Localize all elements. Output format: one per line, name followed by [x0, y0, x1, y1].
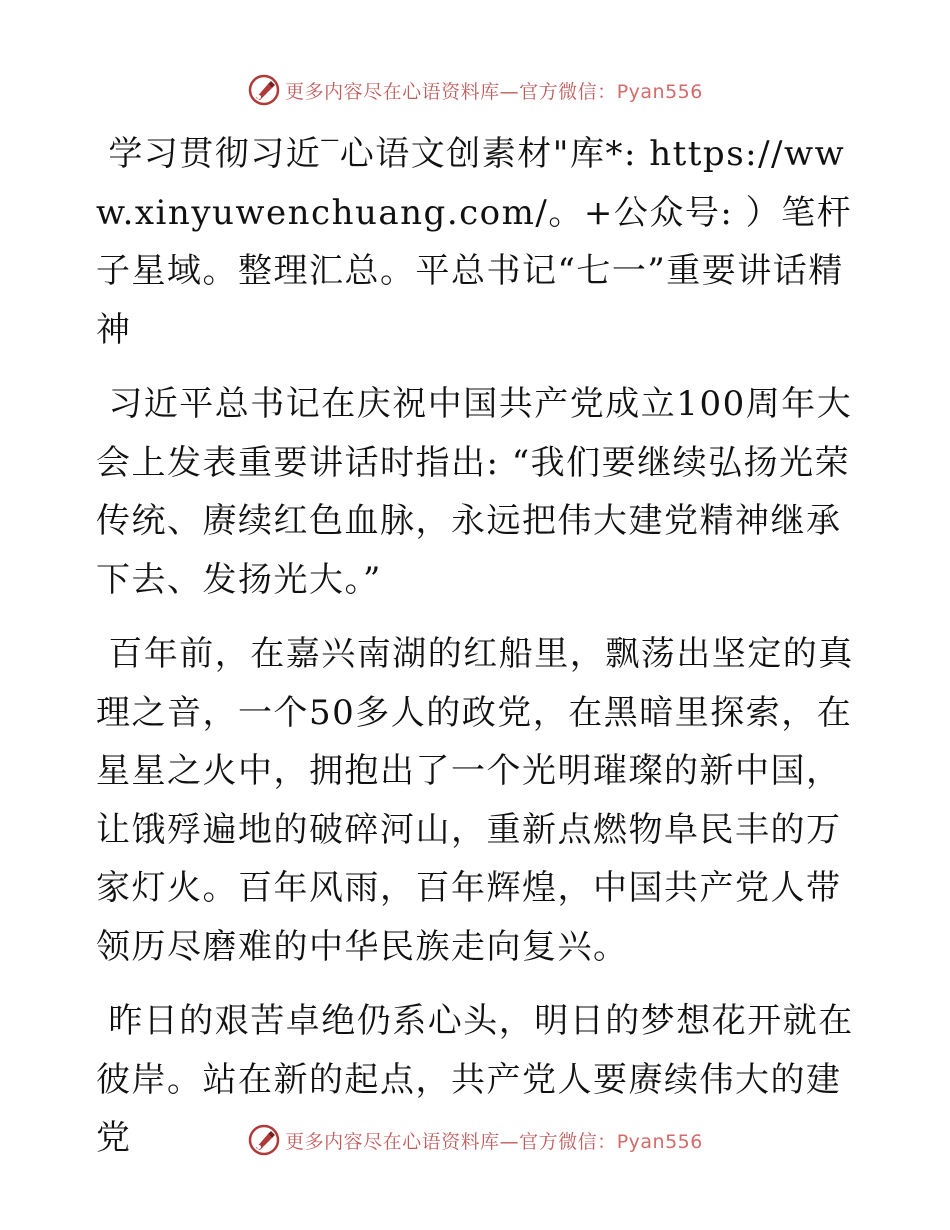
- footer-watermark-banner: [0, 1120, 950, 1160]
- banner-wechat-label: 官方微信：: [519, 1130, 617, 1153]
- paragraph-3: 百年前，在嘉兴南湖的红船里，飘荡出坚定的真理之音，一个50多人的政党，在黑暗里探索，在星星之火中，拥抱出了一个光明璀璨的新中国，让饿殍遍地的破碎河山，重新点燃物阜民丰的万家灯火。百年风雨，百年辉煌，中国共产党人带领历尽磨难的中华民族走向复兴。: [96, 634, 854, 967]
- banner-wechat-id: Pyan556: [616, 1130, 703, 1153]
- banner-text: [285, 1127, 703, 1154]
- pen-nib-logo-icon: [247, 73, 281, 107]
- paragraph-2: 习近平总书记在庆祝中国共产党成立100周年大会上发表重要讲话时指出: “我们要继续弘扬光荣传统、赓续红色血脉，永远把伟大建党精神继承下去、发扬光大。”: [96, 384, 853, 600]
- paragraph-1: 学习贯彻习近‾心语文创素材"库*: https://www.xinyuwenchuang.com/。+公众号: ）笔杆子星域。整理汇总。平总书记“七一”重要讲话精神: [96, 134, 853, 350]
- document-body: [96, 125, 856, 1184]
- banner-wechat-label: 官方微信：: [519, 80, 617, 103]
- header-watermark-banner: [0, 70, 950, 110]
- pen-nib-logo-icon: [247, 1123, 281, 1157]
- banner-text: [285, 77, 703, 104]
- banner-library-text: 更多内容尽在心语资料库: [285, 1130, 500, 1153]
- paragraph-4: 昨日的艰苦卓绝仍系心头，明日的梦想花开就在彼岸。站在新的起点，共产党人要赓续伟大的建党: [96, 1001, 854, 1158]
- banner-wechat-id: Pyan556: [616, 80, 703, 103]
- banner-separator: —: [499, 80, 520, 103]
- banner-separator: —: [499, 1130, 520, 1153]
- banner-library-text: 更多内容尽在心语资料库: [285, 80, 500, 103]
